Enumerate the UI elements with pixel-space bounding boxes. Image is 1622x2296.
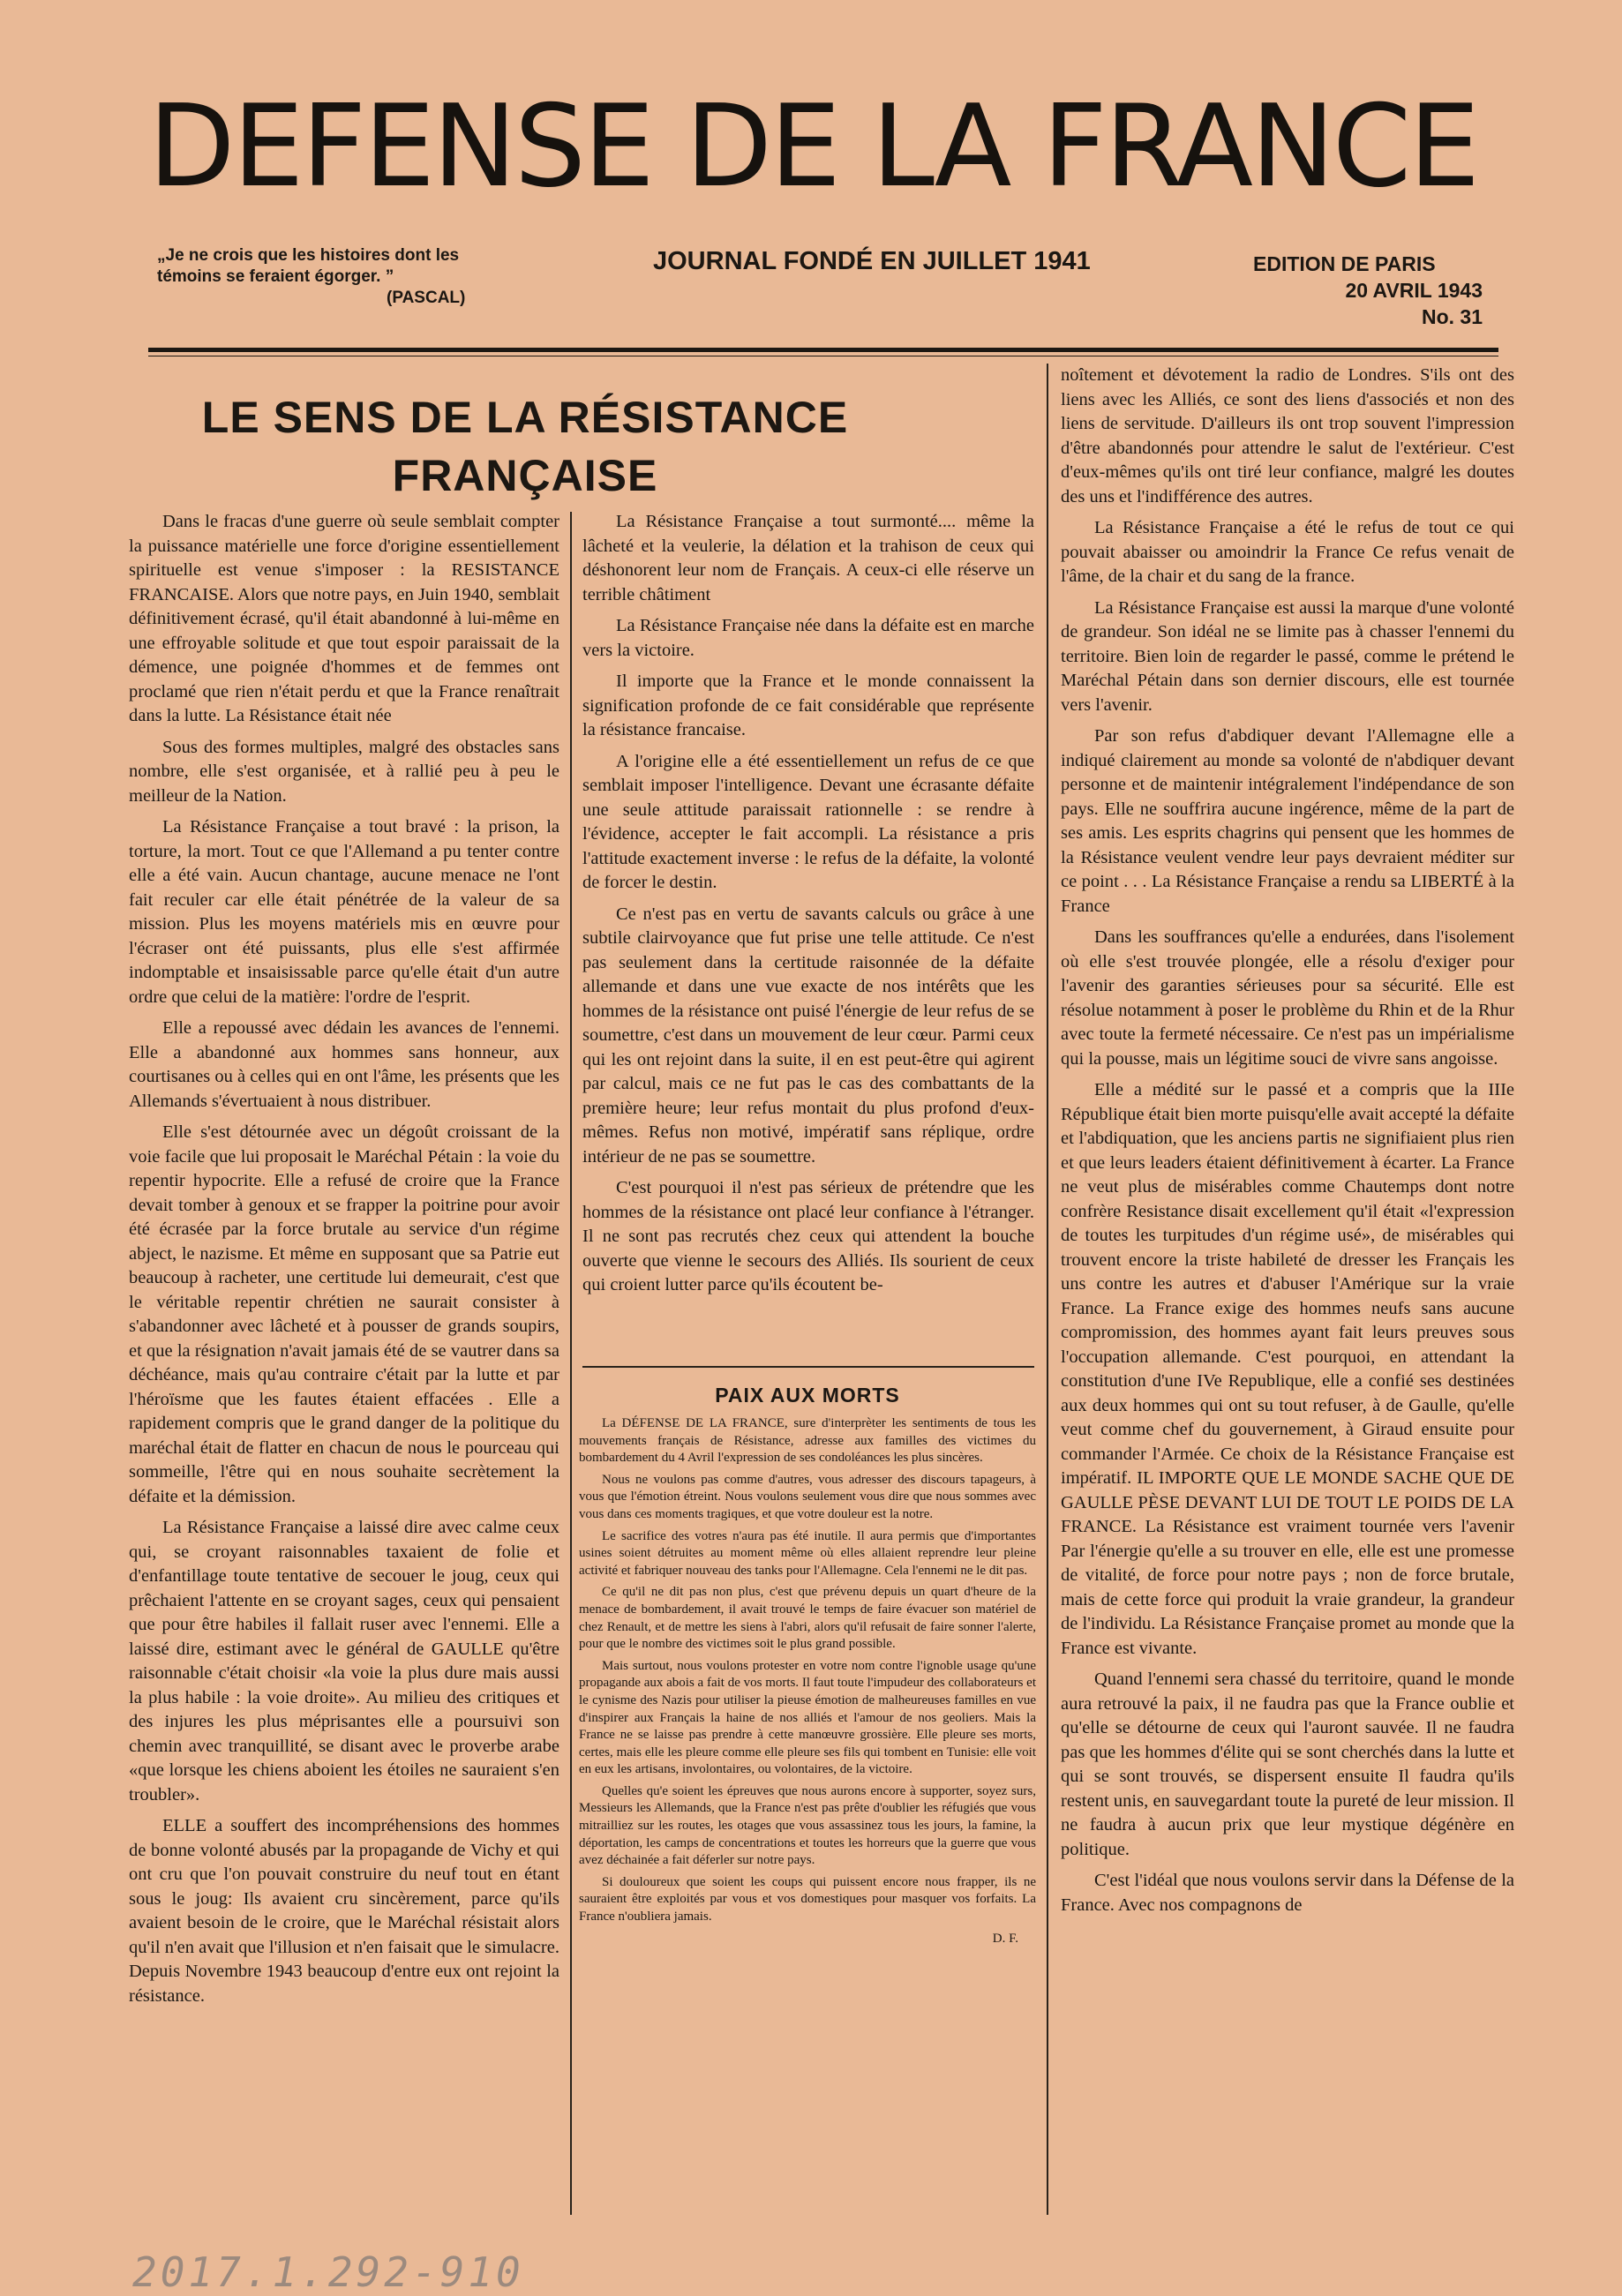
paragraph: noîtement et dévotement la radio de Londres. S'ils ont des liens avec les Alliés, ce sont des liens d'associés et non des liens de servitude. D'ailleurs ils ont trop souvent l'impression d'être abandonnés pour attendre le salut de l'extérieur. C'est d'eux-mêmes qu'ils ont tiré leur confiance, malgré les doutes des uns et l'indifférence des autres. (1061, 365, 1514, 506)
masthead-title: DEFENSE DE LA FRANCE (148, 81, 1478, 213)
issue-number: No. 31 (1421, 305, 1483, 328)
paix-article (579, 1415, 1036, 1947)
article-headline: LE SENS DE LA RÉSISTANCE FRANÇAISE (201, 393, 849, 500)
paragraph: La Résistance Française est aussi la marque d'une volonté de grandeur. Son idéal ne se limite pas à chasser l'ennemi du territoire. Bien loin de regarder le passé, comme le prétend le Maréchal Pétain dans son dernier discours, elle est tournée vers l'avenir. (1061, 597, 1514, 715)
paix-paragraph: Nous ne voulons pas comme d'autres, vous adresser des discours tapageurs, à vous que l'émotion étreint. Nous voulons seulement vous dire que nous sommes avec vous dans ces moments tragiques, et que votre douleur est la notre. (579, 1472, 1036, 1521)
paix-title: PAIX AUX MORTS (715, 1384, 900, 1407)
archive-mark: 2017.1.292-910 (132, 2248, 524, 2296)
issue-date: 20 AVRIL 1943 (1345, 279, 1483, 302)
edition-name: EDITION DE PARIS (1253, 252, 1436, 275)
paragraph: Elle s'est détournée avec un dégoût croissant de la voie facile que lui proposait le Maréchal Pétain : la voie du repentir hypocrite. Elle a refusé de croire que la France devait tomber à genoux et se frapper la poitrine pour avoir été écrasée par la force brutale au service d'un régime abject, le nazisme. Et même en supposant que sa Patrie eut beaucoup à racheter, une certitude lui demeurait, c'est que le véritable repentir chrétien ne saurait consister à s'abandonner avec lâcheté et à pousser de grands soupirs, et que la résignation n'avait jamais été de se vautrer dans sa déchéance, mais qu'au contraire c'était par la lutte et par l'héroïsme que les fautes étaient effacées . Elle a rapidement compris que le grand danger de la politique du maréchal était de flatter en chacun de nous le pourceau qui sommeille, l'être qui en nous souhaite secrètement la défaite et la démission. (129, 1122, 559, 1506)
paragraph: ELLE a souffert des incompréhensions des hommes de bonne volonté abusés par la propagande de Vichy et qui ont cru que l'on pouvait construire du neuf tout en étant sous le joug: Ils avaient cru sincèrement, parce qu'ils avaient besoin de le croire, que le Maréchal résistait alors qu'il n'en avait que l'illusion et n'en faisait que le simulacre. Depuis Novembre 1943 beaucoup d'entre eux ont rejoint la résistance. (129, 1816, 559, 2006)
edition-block (1253, 251, 1483, 330)
pascal-quote (157, 245, 528, 309)
paix-paragraph: Le sacrifice des votres n'aura pas été inutile. Il aura permis que d'importantes usines soient détruites au moment même où elles allaient reprendre leur pleine activité et fabriquer nouveau des tanks pour l'Allemagne. Cela l'ennemi ne le dit pas. (579, 1528, 1036, 1578)
paragraph: Elle a repoussé avec dédain les avances de l'ennemi. Elle a abandonné aux hommes sans honneur, aux courtisanes ou à celles qui en ont l'âme, les présents que les Allemands s'évertuaient à nous distribuer. (129, 1018, 559, 1111)
paix-signature: D. F. (992, 1931, 1018, 1946)
paragraph: Elle a médité sur le passé et a compris que la IIIe République était bien morte puisqu'elle avait accepté la défaite et l'abdiquation, que les anciens partis ne signifiaient plus rien et que leurs leaders étaient définitivement à écarter. La France ne veut plus de misérables comme Chautemps dont notre confrère Resistance disait excellement qu'il était «l'expression de toutes les turpitudes d'un régime usé», de misérables qui trouvent encore la triste habileté de dresser les Français les uns contre les autres et d'abuser l'Amérique sur la vraie France. La France exige des hommes neufs sans aucune compromission, des hommes ayant fait leurs preuves sous l'occupation allemande. C'est pourquoi, en attendant la constitution d'une IVe Republique, elle a confié ses destinées aux deux hommes qui ont su tout refuser, à de Gaulle, qu'elle veut comme chef du gouvernement, à Giraud ensuite pour commander l'Armée. Ce choix de la Résistance Française est impératif. IL IMPORTE QUE LE MONDE SACHE QUE DE GAULLE PÈSE DEVANT LUI DE TOUT LE POIDS DE LA FRANCE. La Résistance est vraiment tournée vers l'avenir Par l'énergie qu'elle a su trouver en elle, elle est une promesse de vitalité, de force pour notre pays ; non de force brutale, mais de cette force qui produit la vraie grandeur, la grandeur de l'individu. La Résistance Française promet au monde que la France est vivante. (1061, 1080, 1514, 1658)
paragraph: Par son refus d'abdiquer devant l'Allemagne elle a indiqué clairement au monde sa volonté de n'abdiquer devant personne et de maintenir intégralement l'indépendance de son pays. Elle ne souffrira aucune ingérence, même de la part de ses amis. Les esprits chagrins qui pensent que les hommes de la Résistance veulent vendre leur pays devraient méditer sur ce point . . . La Résistance Française a rendu sa LIBERTÉ à la France (1061, 726, 1514, 916)
paix-paragraph: Mais surtout, nous voulons protester en votre nom contre l'ignoble usage qu'une propagande aux abois a fait de vos morts. Il faut toute l'impudeur des collaborateurs et le cynisme des Nazis pour utiliser la pieuse émotion de malheureuses familles en vue d'inspirer aux Français la haine de nos alliés et l'amour de nos geoliers. Mais la France ne se laisse pas prendre à cette manœuvre grossière. Elle pleure ses morts, certes, mais elle les pleure comme elle pleure ses fils qui tombent en Tunisie: elle voit en eux les artisans, involontaires, ou volontaires, de la victoire. (579, 1658, 1036, 1777)
paragraph: La Résistance Française a laissé dire avec calme ceux qui, se croyant raisonnables taxaient de folie et d'enfantillage toute tentative de secouer le joug, ceux qui prêchaient l'attente en se croyant sages, ceux qui pensaient que pour être habiles il fallait ruser avec l'ennemi. Elle a laissé dire, estimant avec le général de GAULLE qu'être raisonnable c'était choisir «la voie la plus dure mais aussi la plus habile : la voie droite». Au milieu des critiques et des injures les plus méprisantes elle a poursuivi son chemin avec tranquillité, se disant avec le proverbe arabe «que lorsque les chiens aboient les étoiles ne sauraient s'en troubler». (129, 1518, 559, 1805)
article-column-1 (129, 510, 559, 2015)
paragraph: La Résistance Française née dans la défaite est en marche vers la victoire. (582, 616, 1034, 660)
article-column-3 (1061, 364, 1514, 1925)
masthead-rule (148, 348, 1498, 352)
paragraph: Sous des formes multiples, malgré des obstacles sans nombre, elle s'est organisée, et à rallié peu à peu le meilleur de la Nation. (129, 737, 559, 806)
paragraph: C'est pourquoi il n'est pas sérieux de prétendre que les hommes de la résistance ont placé leur confiance à l'étranger. Il ne sont pas recrutés chez ceux qui attendent la bouche ouverte que vienne le secours des Alliés. Ils sourient de ceux qui croient lutter parce qu'ils écoutent be- (582, 1178, 1034, 1294)
quote-text: „Je ne crois que les histoires dont les témoins se feraient égorger. ” (157, 246, 460, 286)
column-divider-1 (570, 512, 572, 2215)
quote-author: (PASCAL) (387, 289, 466, 307)
article-column-2 (582, 510, 1034, 1305)
paragraph: La Résistance Française a été le refus de tout ce qui pouvait abaisser ou amoindrir la France Ce refus venait de l'âme, de la chair et du sang de la france. (1061, 518, 1514, 586)
paragraph: A l'origine elle a été essentiellement un refus de ce que semblait imposer l'intelligence. Devant une écrasante défaite une seule attitude paraissait rationnelle : se rendre à l'évidence, accepter le fait accompli. La résistance a pris l'attitude exactement inverse : le refus de la défaite, la volonté de forcer le destin. (582, 751, 1034, 892)
founded-line: JOURNAL FONDÉ EN JUILLET 1941 (653, 247, 1091, 275)
paix-paragraph: La DÉFENSE DE LA FRANCE, sure d'interprèter les sentiments de tous les mouvements français de Résistance, adresse aux familles des victimes du bombardement du 4 Avril l'expression de ses condoléances les plus sincères. (579, 1416, 1036, 1466)
paragraph: Dans les souffrances qu'elle a endurées, dans l'isolement où elle s'est trouvée plongée, elle a résolu d'exiger pour l'avenir des garanties sérieuses pour sa sécurité. Elle est résolue notamment à poser le problème du Rhin et de la Rhur avec toute la fermeté nécessaire. Ce n'est pas un impérialisme qui la pousse, mais un légitime souci de vivre sans angoisse. (1061, 927, 1514, 1069)
paragraph: Quand l'ennemi sera chassé du territoire, quand le monde aura retrouvé la paix, il ne faudra pas que la France oublie et qu'elle se détourne de ceux qui l'auront sauvée. Il ne faudra pas que les hommes d'élite qui se sont cherchés dans la lutte et qui se sont trouvés, se dispersent ensuite Il faudra qu'ils restent unis, en sauvegardant toute la pureté de leur mission. Il ne faudra à aucun prix que leur mystique dégénère en politique. (1061, 1669, 1514, 1859)
paix-paragraph: Quelles qu'e soient les épreuves que nous aurons encore à supporter, soyez surs, Messieurs les Allemands, que la France n'est pas prête d'oublier les réfugiés que vous mitrailliez sur les routes, les otages que vous assassinez tous les jours, la famine, la déportation, les camps de concentrations et toutes les horreurs que la guerre que vous avez déchainée a fait déferler sur notre pays. (579, 1783, 1036, 1868)
paragraph: Ce n'est pas en vertu de savants calculs ou grâce à une subtile clairvoyance que fut prise une telle attitude. Ce n'est pas seulement dans la certitude raisonnée de la défaite allemande et dans une vue exacte de nos intérêts que les hommes de la résistance ont puisé l'énergie de leur refus de se soumettre, c'est dans un mouvement de leur cœur. Parmi ceux qui les ont rejoint dans la suite, il en est peut-être qui agirent par calcul, mais ce ne fut pas le cas des combattants de la première heure; leur refus montait du plus profond d'eux-mêmes. Refus non motivé, impératif sans réplique, ordre intérieur de ne pas se soumettre. (582, 904, 1034, 1167)
paix-paragraph: Si douloureux que soient les coups qui puissent encore nous frapper, ils ne sauraient être exploités par vous et vos domestiques pour masquer vos forfaits. La France n'oubliera jamais. (579, 1874, 1036, 1925)
paragraph: Il importe que la France et le monde connaissent la signification profonde de ce fait considérable que représente la résistance francaise. (582, 672, 1034, 739)
paragraph: La Résistance Française a tout bravé : la prison, la torture, la mort. Tout ce que l'Allemand a pu tenter contre elle a été vain. Aucun chantage, aucune menace ne l'ont fait reculer car elle était pénétrée de la valeur de sa mission. Plus les moyens matériels mis en œuvre pour l'écraser ont été puissants, plus elle s'est affirmée indomptable et insaisissable parce qu'elle était d'un autre ordre que celui de la matière: l'ordre de l'esprit. (129, 817, 559, 1007)
paragraph: La Résistance Française a tout surmonté.... même la lâcheté et la veulerie, la délation et la trahison de ceux qui déshonorent leur nom de Français. A ceux-ci elle réserve un terrible châtiment (582, 512, 1034, 604)
paragraph: Dans le fracas d'une guerre où seule semblait compter la puissance matérielle une force d'origine essentiellement spirituelle est venue s'imposer : la RESISTANCE FRANCAISE. Alors que notre pays, en Juin 1940, semblait définitivement écrasé, qu'il était abandonné à lui-même en une effroyable solitude et que tout espoir paraissait de la démence, une poignée d'hommes et de femmes ont proclamé que rien n'était perdu et que la France renaîtrait dans la lutte. La Résistance était née (129, 512, 559, 725)
paix-top-rule (582, 1366, 1034, 1368)
paragraph: C'est l'idéal que nous voulons servir dans la Défense de la France. Avec nos compagnons de (1061, 1871, 1514, 1915)
column-divider-2 (1047, 364, 1048, 2215)
paix-paragraph: Ce qu'il ne dit pas non plus, c'est que prévenu depuis un quart d'heure de la menace de bombardement, il avait trouvé le temps de faire évacuer son matériel de chez Renault, et de mettre les siens à l'abri, alors qu'il refusait de faire sonner l'alerte, pour que le nombre des victimes soit le plus grand possible. (579, 1585, 1036, 1652)
